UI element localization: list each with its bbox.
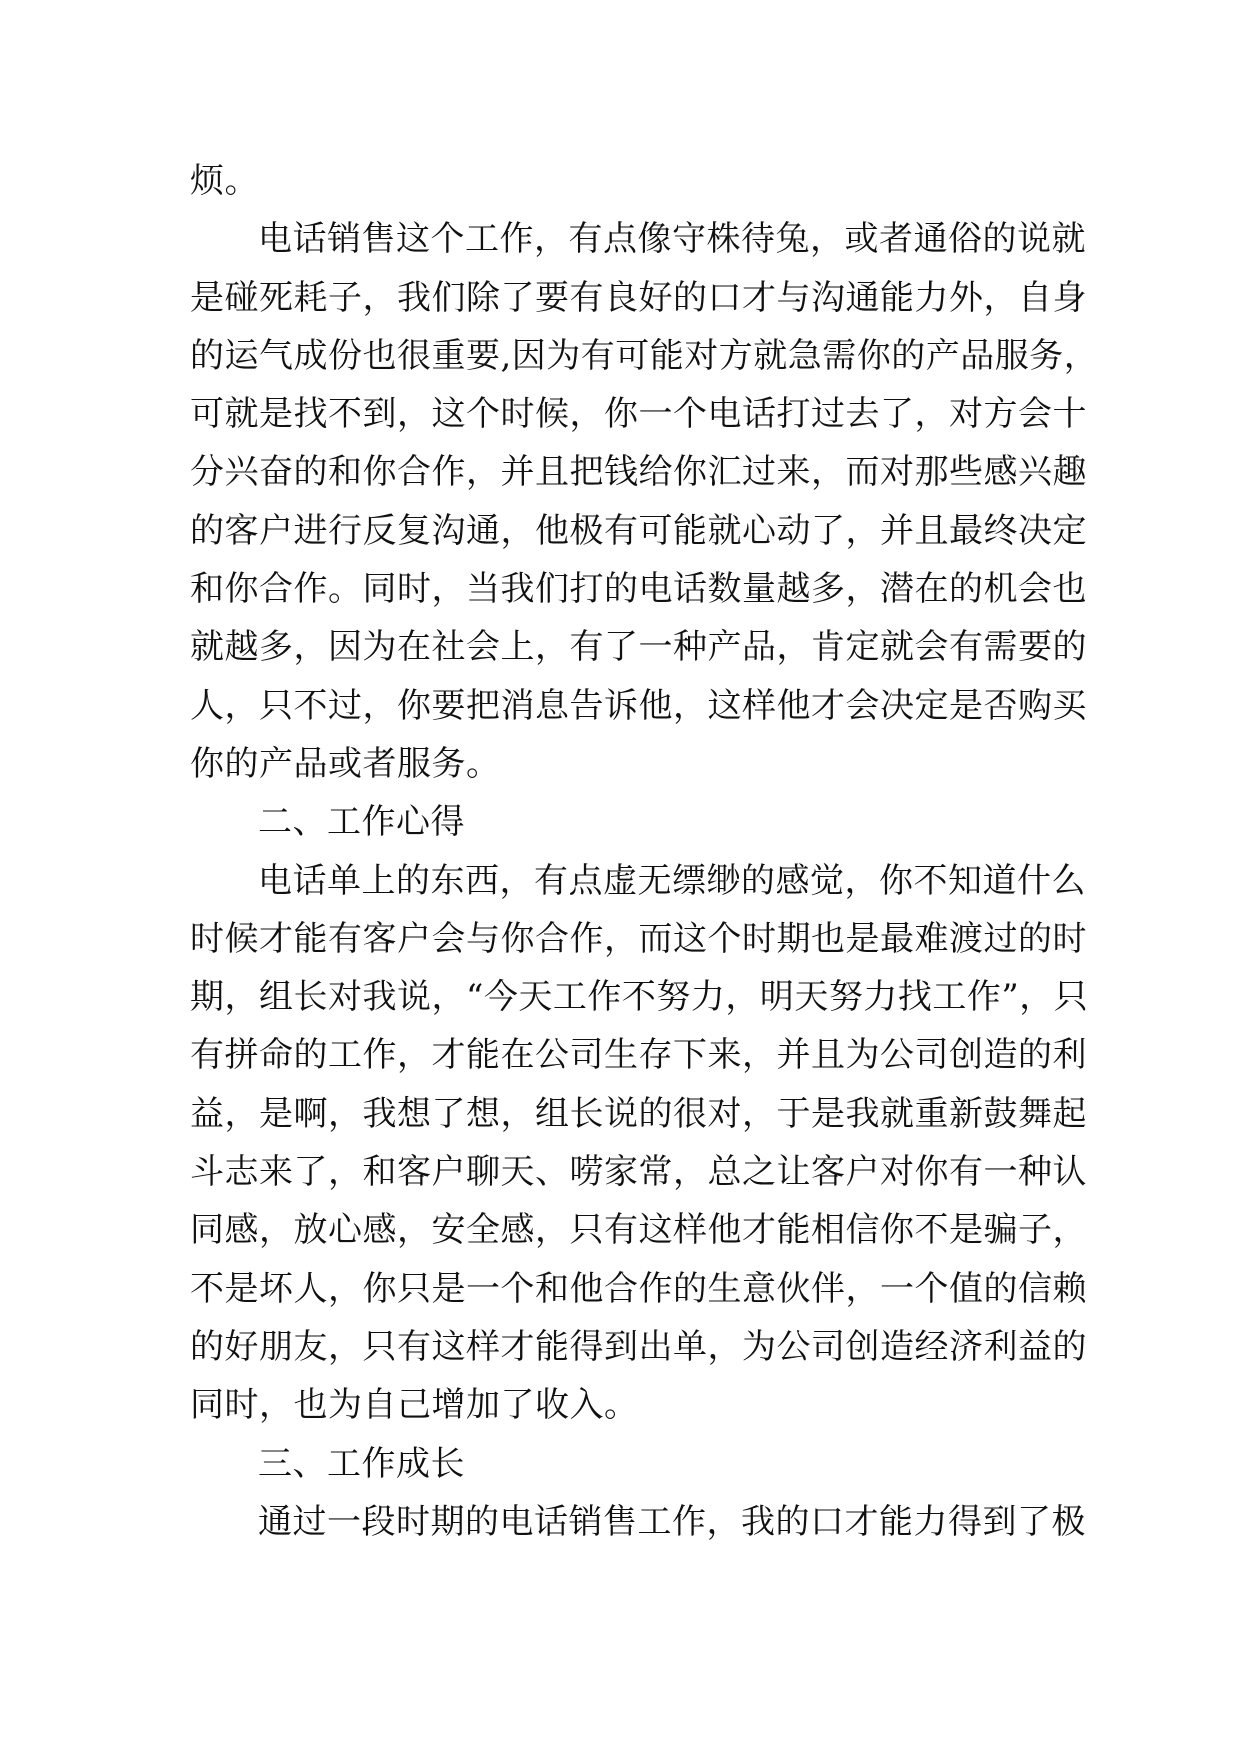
- text-line: 益，是啊，我想了想，组长说的很对，于是我就重新鼓舞起: [190, 1093, 1087, 1134]
- text-line: 的客户进行反复沟通，他极有可能就心动了，并且最终决定: [190, 510, 1087, 551]
- text-line: 同感，放心感，安全感，只有这样他才能相信你不是骗子，: [190, 1210, 1087, 1251]
- text-line: 有拼命的工作，才能在公司生存下来，并且为公司创造的利: [190, 1035, 1087, 1076]
- text-line: 烦。: [190, 161, 259, 201]
- text-line: 电话销售这个工作，有点像守株待兔，或者通俗的说就: [258, 219, 1086, 260]
- text-line: 就越多，因为在社会上，有了一种产品，肯定就会有需要的: [190, 627, 1087, 668]
- text-line: 电话单上的东西，有点虚无缥缈的感觉，你不知道什么: [258, 860, 1086, 901]
- text-line: 你的产品或者服务。: [190, 743, 501, 784]
- text-line: 的运气成份也很重要,因为有可能对方就急需你的产品服务，: [190, 335, 1099, 376]
- text-line: 时候才能有客户会与你合作，而这个时期也是最难渡过的时: [190, 918, 1087, 959]
- text-line: 和你合作。同时，当我们打的电话数量越多，潜在的机会也: [190, 569, 1087, 610]
- text-line: 的好朋友，只有这样才能得到出单，为公司创造经济利益的: [190, 1326, 1087, 1367]
- text-line: 分兴奋的和你合作，并且把钱给你汇过来，而对那些感兴趣: [190, 452, 1087, 493]
- text-line: 二、工作心得: [258, 802, 465, 843]
- text-line: 斗志来了，和客户聊天、唠家常，总之让客户对你有一种认: [190, 1152, 1087, 1193]
- text-line: 人，只不过，你要把消息告诉他，这样他才会决定是否购买: [190, 685, 1087, 726]
- text-line: 不是坏人，你只是一个和他合作的生意伙伴，一个值的信赖: [190, 1268, 1087, 1309]
- text-line: 通过一段时期的电话销售工作，我的口才能力得到了极: [258, 1501, 1086, 1542]
- text-line: 是碰死耗子，我们除了要有良好的口才与沟通能力外，自身: [190, 277, 1087, 318]
- text-line: 可就是找不到，这个时候，你一个电话打过去了，对方会十: [190, 394, 1087, 435]
- text-line: 同时，也为自己增加了收入。: [190, 1385, 639, 1426]
- text-line: 期，组长对我说，“今天工作不努力，明天努力找工作”，只: [190, 977, 1089, 1018]
- document-body: [190, 152, 1099, 1551]
- text-line: 三、工作成长: [258, 1443, 465, 1484]
